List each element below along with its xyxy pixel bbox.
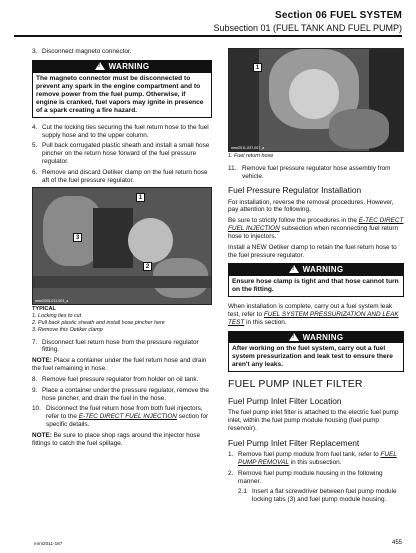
filter-replacement-heading: Fuel Pump Inlet Filter Replacement (228, 437, 360, 448)
step-10: 10. Disconnect the fuel return hose from both fuel injectors, refer to the E-TEC DIRECT FUEL INJECTION section for specific details. (32, 405, 209, 428)
replacement-step-2-1: 2.1 Insert a flat screwdriver between fuel pump module locking tabs (3) and fuel pump module housing. (238, 488, 397, 504)
filter-location-paragraph: The fuel pump inlet filter is attached to the electric fuel pump inlet, within the fuel pump module housing (fuel pump reservoir). (228, 409, 399, 433)
xref-etec-injection[interactable]: E-TEC DIRECT FUEL INJECTION (228, 217, 404, 233)
leak-test-paragraph: When installation is complete, carry out a fuel system leak test, refer to FUEL SYSTEM PRESSURIZATION AND LEAK TEST in this section. (228, 303, 399, 326)
warning-header: !WARNING (33, 61, 211, 73)
warning-box-leak-test (228, 331, 404, 373)
return-hose-photo (228, 48, 404, 152)
xref-etec-injection[interactable]: E-TEC DIRECT FUEL INJECTION (78, 413, 177, 421)
warning-text: The magneto connector must be disconnected to prevent any spark in the engine compartment and to remove power from the fuel pump. Otherwise, if engine is cranked, fuel vapors may ignite in presence of a spark creating a fire hazard. (36, 74, 204, 114)
note-2: NOTE: Be sure to place shop rags around the injector hose fittings to catch the fuel spillage. (32, 431, 201, 447)
step-6: 6. Remove and discard Oetiker clamp on the fuel return hose aft of the fuel pressure regulator. (32, 168, 208, 184)
step-5: 5. Pull back corrugated plastic sheath and install a small hose pincher on the return hose forward of the fuel pressure regulator. (32, 142, 210, 165)
install-paragraph-2: Be sure to strictly follow the procedures in the E-TEC DIRECT FUEL INJECTION subsection when reconnecting fuel return hose to injectors. (228, 217, 404, 240)
step-8: 8. Remove fuel pressure regulator from holder on oil tank. (32, 375, 199, 383)
step-9: 9. Place a container under the pressure regulator, remove the hose pincher, and drain the fuel in the hose. (32, 386, 209, 402)
right-column (228, 48, 404, 507)
warning-header: !WARNING (229, 332, 403, 344)
warning-box-magneto (32, 60, 212, 118)
warning-triangle-icon (95, 62, 105, 70)
install-paragraph-1: For installation, reverse the removal procedures. However, pay attention to the following. (228, 198, 394, 214)
step-4: 4. Cut the locking ties securing the fuel return hose to the fuel supply hose and to the upper column. (32, 123, 209, 139)
install-heading: Fuel Pressure Regulator Installation (228, 185, 362, 196)
callout-3: 3 (73, 233, 82, 242)
photo-caption: 1. Fuel return hose (228, 153, 274, 159)
callout-1: 1 (136, 193, 145, 202)
callout-1: 1 (253, 63, 262, 72)
page-header (213, 10, 402, 34)
install-paragraph-3: Install a NEW Oetiker clamp to retain the fuel return hose to the fuel pressure regulator. (228, 243, 397, 259)
note-1: NOTE: Place a container under the fuel return hose and drain the fuel remaining in hose. (32, 357, 207, 373)
warning-box-clamp (228, 263, 404, 297)
step-7: 7. Disconnect fuel return hose from the pressure regulator fitting. (32, 338, 199, 354)
warning-text: After working on the fuel system, carry out a fuel system pressurization and leak test to ensure there aren't any leaks. (232, 345, 393, 369)
photo-code: mmr2011-037-007_a (231, 145, 265, 150)
subsection-title: Subsection 01 (FUEL TANK AND FUEL PUMP) (213, 23, 402, 34)
photo-caption: TYPICAL 1. Locking ties to cut 2. Pull back plastic sheath and install hose pincher here 3. Remove this Oetiker clamp (32, 306, 165, 333)
filter-heading: FUEL PUMP INLET FILTER (228, 378, 363, 391)
footer-code: mmr2011-187 (34, 541, 63, 547)
step-11: 11. Remove fuel pressure regulator hose assembly from vehicle. (228, 164, 391, 180)
step-3: 3. Disconnect magneto connector. (32, 48, 132, 55)
filter-location-heading: Fuel Pump Inlet Filter Location (228, 396, 342, 407)
warning-triangle-icon (289, 333, 299, 341)
warning-header: !WARNING (229, 264, 403, 276)
xref-fuel-pump-removal[interactable]: FUEL PUMP REMOVAL (238, 451, 397, 466)
warning-text: Ensure hose clamp is tight and that hose cannot turn on the fitting. (232, 278, 399, 294)
warning-triangle-icon (289, 265, 299, 273)
photo-code: mmr2005-011-003_a (35, 299, 69, 304)
header-rule (14, 35, 402, 37)
xref-pressurization-leak-test[interactable]: FUEL SYSTEM PRESSURIZATION AND LEAK TEST (228, 310, 399, 326)
page-number: 455 (391, 539, 402, 546)
replacement-step-2: 2. Remove fuel pump module housing in the following manner. (228, 469, 383, 485)
replacement-step-1: 1. Remove fuel pump module from fuel tank, refer to FUEL PUMP REMOVAL in this subsection. (228, 451, 397, 466)
regulator-photo (32, 187, 212, 305)
callout-2: 2 (143, 262, 152, 271)
section-title: Section 06 FUEL SYSTEM (274, 10, 402, 21)
left-column (32, 48, 212, 450)
